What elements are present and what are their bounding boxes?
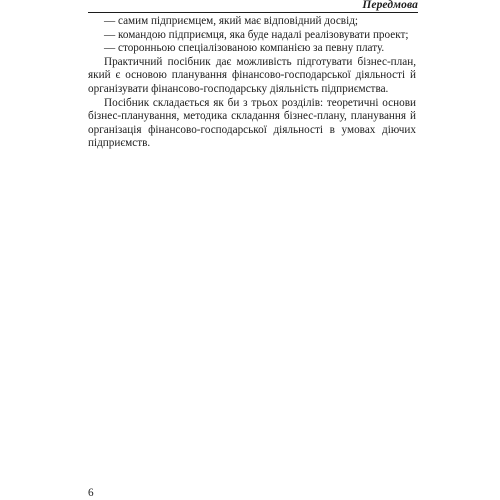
list-item: — самим підприємцем, який має відповідний досвід; [104,15,359,27]
list-item: — сторонньою спеціалізованою компанією за певну плату. [104,42,385,55]
list-item: — командою підприємця, яка буде надалі реалізовувати проект; [104,28,409,41]
body-paragraph: Практичний посібник дає можливість підготувати бізнес-план, який є основою планування фінансово-господарської діяльності й організувати фінансово-господарську діяльність підприємства. [88,55,416,95]
page-number: 6 [88,487,94,499]
running-header [88,0,418,13]
running-header-title: Передмова [362,0,418,11]
header-rule [88,12,418,13]
page-body [88,15,416,151]
body-paragraph: Посібник складається як би з трьох розділів: теоретичні основи бізнес-планування, методика складання бізнес-плану, планування й організація фінансово-господарської діяльності в умовах діючих підприємств. [88,96,416,150]
